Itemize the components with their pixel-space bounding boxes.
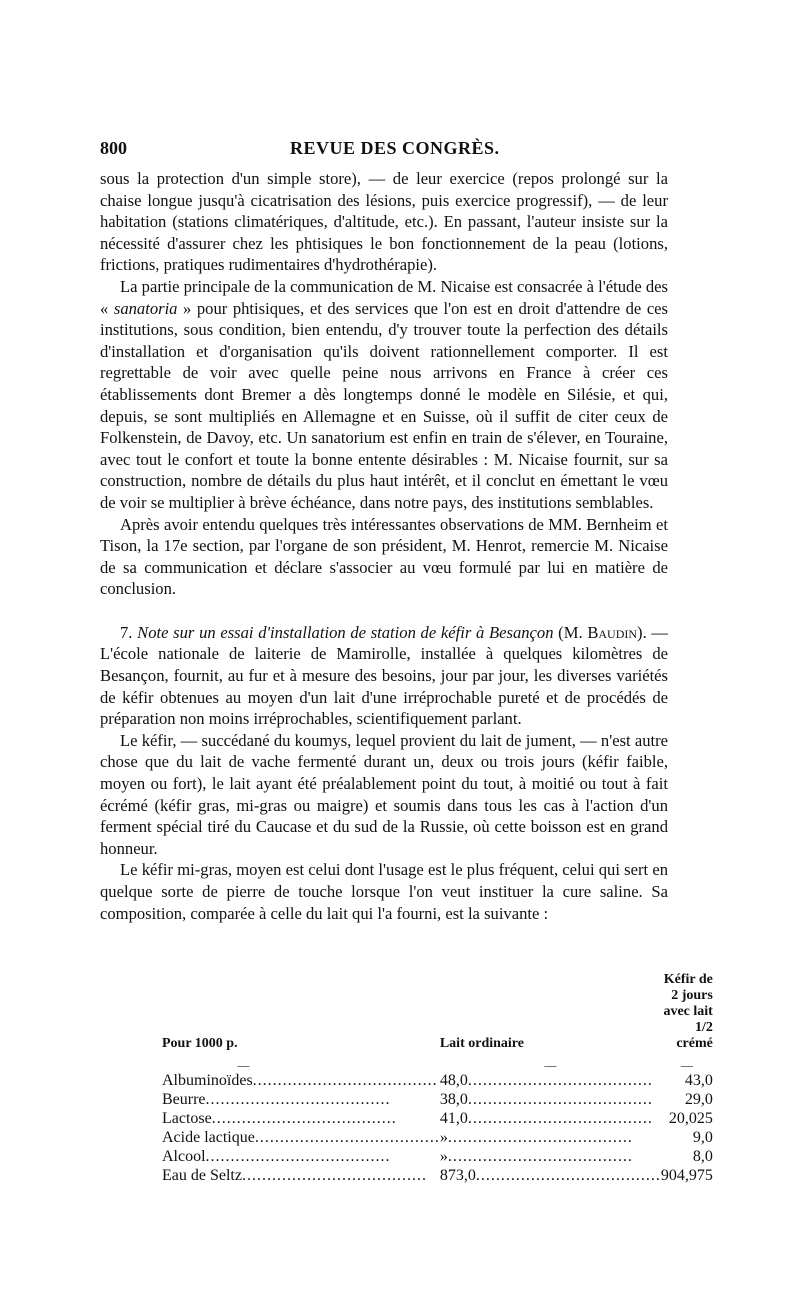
row-kefir-value: 29,0: [684, 1091, 713, 1108]
paragraph-3: Après avoir entendu quelques très intéressantes observations de MM. Bernheim et Tison, la 17e section, par l'organe de son président, M. Henrot, remercie M. Nicaise de sa communication et déclare s'associer au vœu formulé par lui en matière de conclusion.: [100, 514, 668, 599]
row-kefir-value: 20,025: [668, 1110, 713, 1127]
table-row: [162, 1128, 713, 1147]
body-text: [100, 168, 668, 924]
paragraph-6: Le kéfir mi-gras, moyen est celui dont l'usage est le plus fréquent, celui qui sert en quelque sorte de pierre de touche lorsque l'on veut instituer la cure saline. Sa composition, comparée à celle du lait qui l'a fourni, est la suivante :: [100, 860, 668, 923]
paragraph-2: La partie principale de la communication de M. Nicaise est consacrée à l'étude des « sanatoria » pour phtisiques, et des services que l'on est en droit d'attendre de ces institutions, sous condition, bien entendu, d'y trouver toute la perfection des détails d'installation et d'organisation qu'ils doivent rationnellement comporter. Il est regrettable de voir avec quelle peine nous arrivons en France à créer ces établissements dont Bremer a dès longtemps donné le modèle en Silésie, et qui, depuis, se sont multipliés en Allemagne et en Suisse, où il suffit de citer ceux de Folkenstein, de Davoy, etc. Un sanatorium est enfin en train de s'élever, en Touraine, avec tout le confort et toute la bonne entente désirables : M. Nicaise fournit, sur sa construction, nombre de détails du plus haut intérêt, et il conclut en émettant le vœu de voir se multiplier à brève échéance, dans notre pays, des institutions semblables.: [100, 276, 669, 512]
composition-table: [162, 972, 713, 1185]
row-lait-value: 48,0 .....: [440, 1071, 661, 1090]
page-number: 800: [100, 138, 127, 158]
page-header: [100, 138, 668, 162]
row-kefir-value: 43,0: [684, 1072, 713, 1089]
row-lait-value: 41,0 .....: [440, 1109, 661, 1128]
table-dash-row: — — —: [237, 1058, 693, 1072]
table-row: [162, 1090, 713, 1109]
table-row: [162, 1109, 713, 1128]
row-substance: Beurre .....: [162, 1090, 440, 1109]
paragraph-1: sous la protection d'un simple store), — de leur exercice (repos prolongé sur la chaise longue jusqu'à cicatrisation des lésions, puis exercice progressif), — de leur habitation (stations climatériques, d'altitude, etc.). En passant, l'auteur insiste sur la nécessité d'assurer chez les phtisiques le bon fonctionnement de la peau (lotions, frictions, pratiques rudimentaires d'hydrothérapie).: [100, 169, 668, 275]
row-lait-value: 873,0 .....: [440, 1166, 661, 1185]
italic-term: sanatoria: [113, 298, 178, 318]
row-substance: Alcool .....: [162, 1147, 440, 1166]
row-substance: Eau de Seltz .....: [162, 1166, 440, 1185]
header-kefir: Kéfir de 2 jours avec lait 1/2 crémé: [663, 972, 713, 1051]
running-title: REVUE DES CONGRÈS.: [290, 138, 500, 158]
row-kefir-value: 8,0: [692, 1148, 713, 1165]
table-header-row: [162, 972, 713, 1052]
paragraph-5: Le kéfir, — succédané du koumys, lequel provient du lait de jument, — n'est autre chose que du lait de vache fermenté durant un, deux ou trois jours (kéfir faible, moyen ou fort), le lait ayant été préalablement point du tout, à moitié ou tout à fait écrémé (kéfir gras, mi-gras ou maigre) et soumis dans tous les cas à l'action d'un ferment spécial tiré du Caucase et du sud de la Russie, où cette boisson est en grand honneur.: [100, 730, 668, 858]
header-lait: Lait ordinaire: [439, 1036, 524, 1051]
section-number: 7.: [120, 622, 138, 642]
row-substance: Lactose .....: [162, 1109, 440, 1128]
row-substance: Albuminoïdes .....: [162, 1071, 440, 1090]
row-lait-value: 38,0 .....: [440, 1090, 661, 1109]
header-substance: Pour 1000 p.: [162, 1036, 238, 1051]
section-7: 7. Note sur un essai d'installation de station de kéfir à Besançon (M. Baudin). — L'école nationale de laiterie de Mamirolle, installée à quelques kilomètres de Besançon, fournit, au fur et à mesure des besoins, jour par jour, les diverses variétés de kéfir obtenues au moyen d'un lait d'une irréprochable pureté et de procédés de préparation non moins irréprochables, scientifiquement parlant.: [100, 622, 669, 729]
table-row: [162, 1166, 713, 1185]
row-kefir-value: 904,975: [660, 1167, 713, 1184]
section-author: Baudin: [587, 622, 638, 642]
row-lait-value: » .....: [440, 1147, 661, 1166]
table-row: [162, 1071, 713, 1090]
table-row: [162, 1147, 713, 1166]
row-substance: Acide lactique .....: [162, 1128, 440, 1147]
row-lait-value: » .....: [440, 1128, 661, 1147]
section-title: Note sur un essai d'installation de station de kéfir à Besançon: [137, 622, 554, 642]
row-kefir-value: 9,0: [692, 1129, 713, 1146]
